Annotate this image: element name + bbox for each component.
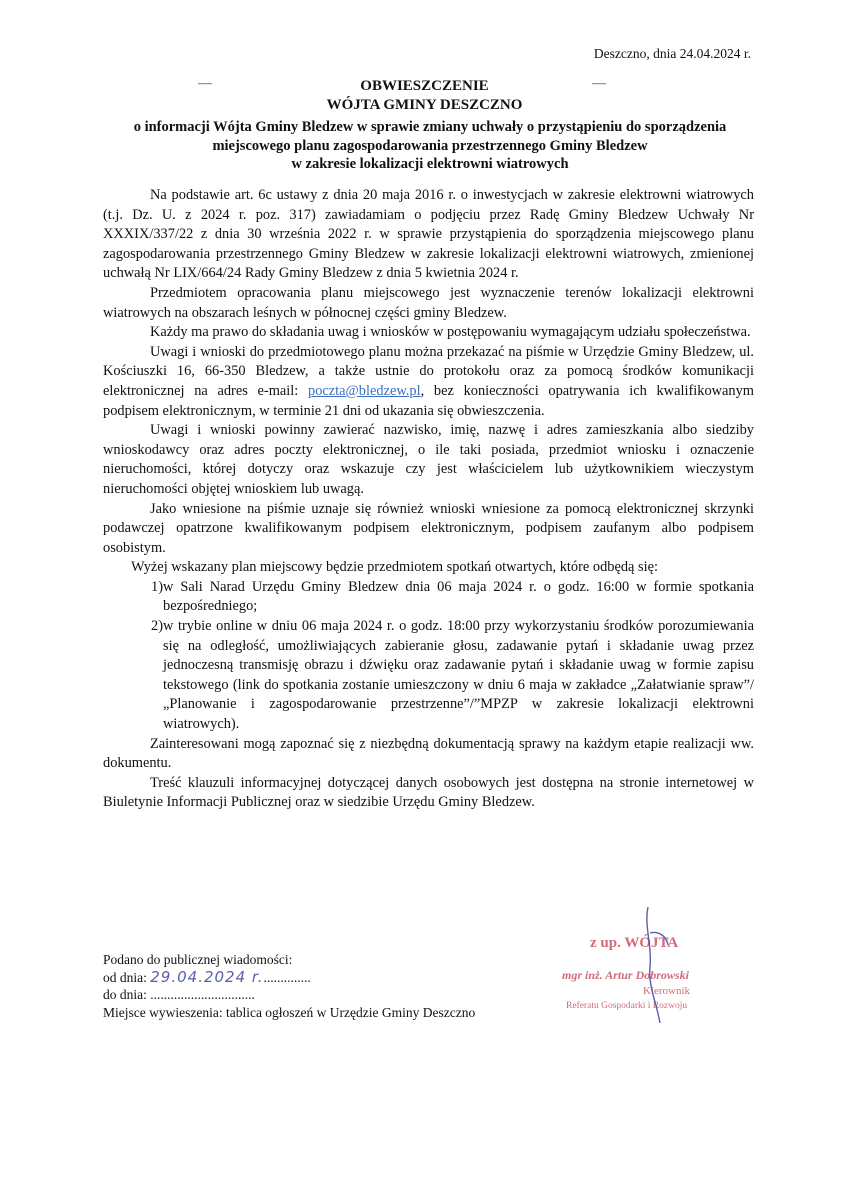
stamp-line: Kierownik xyxy=(643,985,691,997)
publication-footer xyxy=(103,951,475,1021)
title-dash-right: — xyxy=(592,76,606,91)
from-date-label: od dnia: xyxy=(103,969,151,985)
document-issuer: WÓJTA GMINY DESZCZNO xyxy=(326,97,523,113)
subtitle-line: w zakresie lokalizacji elektrowni wiatrowych xyxy=(291,156,569,172)
paragraph-submission xyxy=(103,343,754,421)
publication-label: Podano do publicznej wiadomości: xyxy=(103,952,293,967)
list-item xyxy=(103,617,754,735)
paragraph-electronic: Jako wniesione na piśmie uznaje się również wnioski wniesione za pomocą elektronicznej skrzynki podawczej opatrzone kwalifikowanym podpisem elektronicznym, podpisem zaufanym albo podpisem osobistym. xyxy=(103,500,754,556)
paragraph-right-to-comment: Każdy ma prawo do składania uwag i wniosków w postępowaniu wymagającym udziału społeczeństwa. xyxy=(150,324,751,341)
paragraph-documentation: Zainteresowani mogą zapoznać się z niezbędną dokumentacją sprawy na każdym etapie realizacji ww. dokumentu. xyxy=(103,735,754,772)
from-date-row xyxy=(103,969,475,987)
submission-text: Uwagi i wnioski do przedmiotowego planu można przekazać na piśmie w Urzędzie Gminy Bledzew, ul. Kościuszki 16, 66-350 Bledzew, a także ustnie do protokołu oraz za pomocą środków komunikacji elektronicznej na adres e-mail: xyxy=(103,343,754,399)
to-date-row xyxy=(103,986,475,1004)
list-item xyxy=(103,578,754,617)
to-date-dots: ............................... xyxy=(150,987,255,1002)
list-item-text: w trybie online w dniu 06 maja 2024 r. o godz. 18:00 przy wykorzystaniu środków porozumiewania się na odległość, umożliwiających zabieranie głosu, zadawanie pytań i składanie uwag przez jednoczesną transmisję obrazu i dźwięku oraz zadawanie pytań i składanie uwag w formie zapisu tekstowego (link do spotkania zostanie umieszczony w dniu 6 maja w zakładce „Załatwianie spraw”/„Planowanie i zagospodarowanie przestrzenne”/”MPZP w zakresie lokalizacji elektrowni wiatrowych). xyxy=(163,618,754,733)
stamp-line: Referatu Gospodarki i Rozwoju xyxy=(566,1001,688,1011)
submission-text-end: , bez konieczności opatrywania ich kwalifikowanym podpisem elektronicznym, w terminie 21 dni od ukazania się obwieszczenia. xyxy=(103,382,755,419)
paragraph-privacy-clause: Treść klauzuli informacyjnej dotyczącej danych osobowych jest dostępna na stronie internetowej w Biuletynie Informacji Publicznej oraz w siedzibie Urzędu Gminy Bledzew. xyxy=(103,774,754,811)
document-subtitle xyxy=(100,118,760,174)
document-date: Deszczno, dnia 24.04.2024 r. xyxy=(593,46,751,61)
to-date-label: do dnia: xyxy=(103,987,151,1002)
posting-place: Miejsce wywieszenia: tablica ogłoszeń w Urzędzie Gminy Deszczno xyxy=(103,1004,476,1020)
stamp-line: mgr inż. Artur Dobrowski xyxy=(562,968,689,982)
document-title: OBWIESZCZENIE xyxy=(360,78,489,94)
from-date-dots: .............. xyxy=(263,969,311,985)
stamp-line: z up. WÓJTA xyxy=(590,935,679,951)
official-stamp-signature xyxy=(548,905,788,1025)
paragraph-meetings: Wyżej wskazany plan miejscowy będzie przedmiotem spotkań otwartych, które odbędą się: xyxy=(131,559,659,576)
from-date-handwritten: 29.04.2024 r. xyxy=(150,967,264,986)
title-dash-left: — xyxy=(198,76,212,91)
subtitle-line: miejscowego planu zagospodarowania przestrzennego Gminy Bledzew xyxy=(212,137,648,154)
meetings-list xyxy=(103,578,754,735)
list-item-text: w Sali Narad Urzędu Gminy Bledzew dnia 06 maja 2024 r. o godz. 16:00 w formie spotkania bezpośredniego; xyxy=(163,578,754,615)
subtitle-line: o informacji Wójta Gminy Bledzew w sprawie zmiany uchwały o przystąpieniu do sporządzenia xyxy=(133,119,727,135)
paragraph-requirements: Uwagi i wnioski powinny zawierać nazwisko, imię, nazwę i adres zamieszkania albo siedziby wnioskodawcy oraz adres poczty elektronicznej, o ile taki posiada, przedmiot wniosku i oznaczenie nieruchomości, której dotyczy oraz wskazuje czy jest właścicielem lub użytkownikiem wieczystym nieruchomości objętej wnioskiem lub uwagą. xyxy=(103,422,754,497)
email-link[interactable]: poczta@bledzew.pl xyxy=(308,382,421,399)
list-item-number: 2) xyxy=(151,618,163,635)
document-body xyxy=(103,186,754,813)
paragraph-plan-subject: Przedmiotem opracowania planu miejscowego jest wyznaczenie terenów lokalizacji elektrowni wiatrowych na obszarach leśnych w północnej części gminy Bledzew. xyxy=(103,284,754,321)
list-item-number: 1) xyxy=(151,578,163,595)
paragraph-legal-basis: Na podstawie art. 6c ustawy z dnia 20 maja 2016 r. o inwestycjach w zakresie elektrowni wiatrowych (t.j. Dz. U. z 2024 r. poz. 317) zawiadamiam o podjęciu przez Radę Gminy Bledzew Uchwały Nr XXXIX/337/22 z dnia 30 września 2022 r. w sprawie przystąpienia do sporządzenia miejscowego planu zagospodarowania przestrzennego Gminy Bledzew w zakresie lokalizacji elektrowni wiatrowych, zmienionej uchwałą Nr LIX/664/24 Rady Gminy Bledzew z dnia 5 kwietnia 2024 r. xyxy=(103,187,754,282)
